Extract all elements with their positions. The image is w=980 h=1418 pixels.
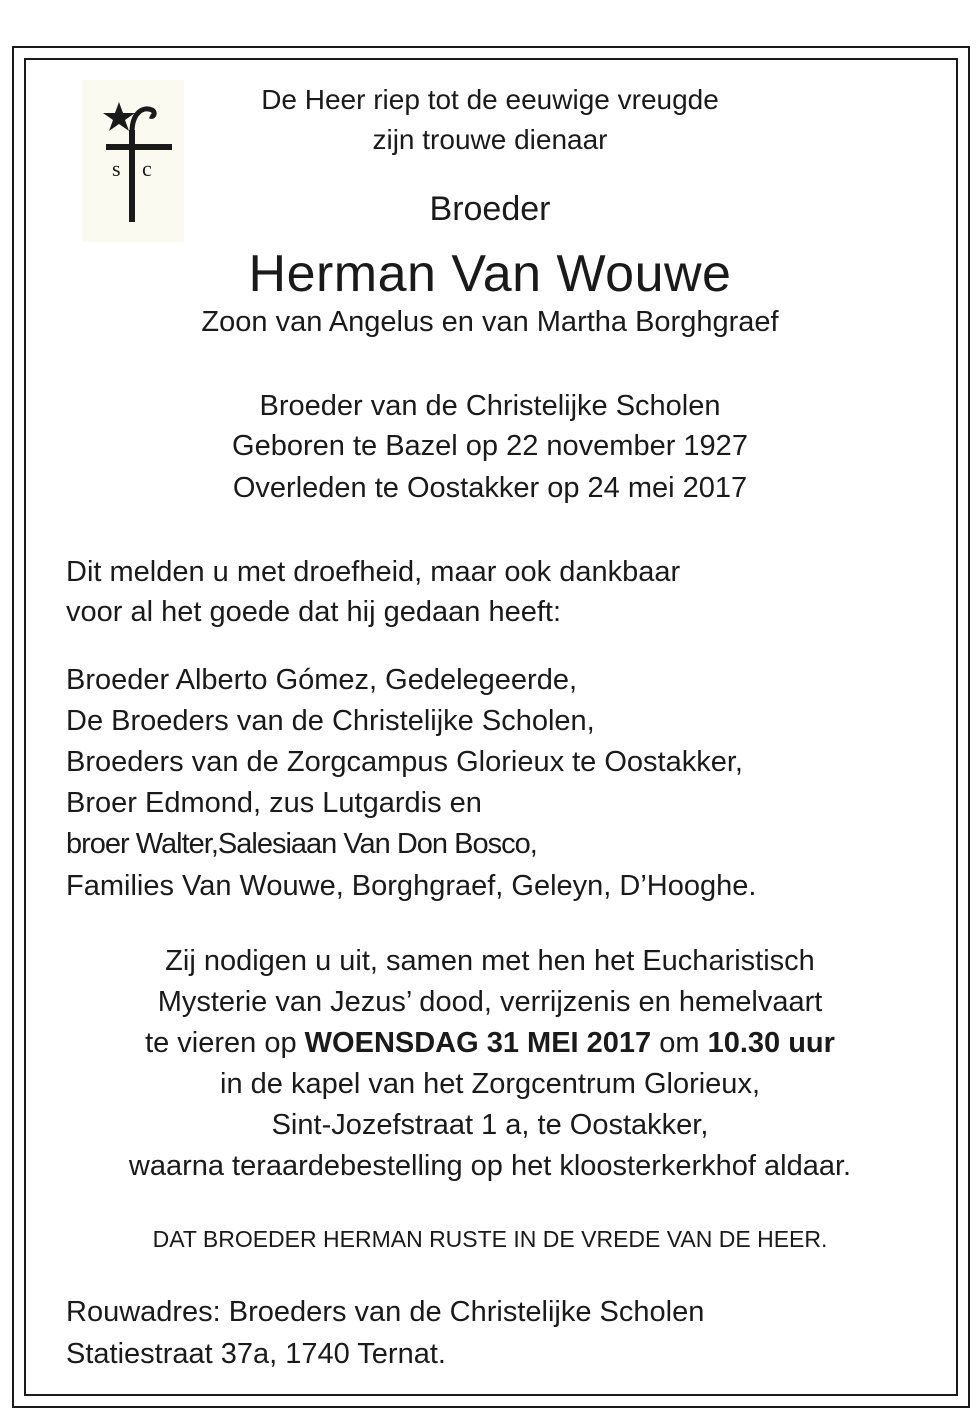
service-date: WOENSDAG 31 MEI 2017 [304, 1027, 652, 1059]
invitation-pre: te vieren op [145, 1027, 305, 1059]
fact-line: Geboren te Bazel op 22 november 1927 [232, 430, 748, 462]
parents: Zoon van Angelus en van Martha Borghgraef [201, 306, 779, 338]
announce-line: voor al het goede dat hij gedaan heeft: [66, 596, 561, 628]
service-time: 10.30 uur [707, 1027, 835, 1059]
family-line: Broer Edmond, zus Lutgardis en [66, 787, 482, 819]
svg-text:s: s [112, 156, 121, 181]
family-line: broer Walter,Salesiaan Van Don Bosco, [66, 828, 537, 860]
family-line: Broeder Alberto Gómez, Gedelegeerde, [66, 664, 578, 696]
closing-prayer: DAT BROEDER HERMAN RUSTE IN DE VREDE VAN DE HEER. [152, 1226, 828, 1252]
family-line: Families Van Wouwe, Borghgraef, Geleyn, D’Hooghe. [66, 870, 757, 902]
invitation-line-5: Sint-Jozefstraat 1 a, te Oostakker, [271, 1109, 709, 1141]
svg-text:c: c [142, 156, 152, 181]
family-line: Broeders van de Zorgcampus Glorieux te Oostakker, [66, 746, 743, 778]
invitation-mid: om [651, 1027, 708, 1059]
invitation-line-6: waarna teraardebestelling op het kloosterkerkhof aldaar. [128, 1150, 852, 1182]
intro-line-1: De Heer riep tot de eeuwige vreugde [261, 84, 719, 115]
announce-line: Dit melden u met droefheid, maar ook dankbaar [66, 556, 681, 588]
invitation-line-3 [0, 1027, 980, 1060]
address-line-1: Rouwadres: Broeders van de Christelijke Scholen [66, 1296, 705, 1328]
invitation-line-4: in de kapel van het Zorgcentrum Glorieux, [220, 1068, 760, 1100]
invitation-line-2: Mysterie van Jezus’ dood, verrijzenis en hemelvaart [157, 986, 823, 1018]
deceased-name: Herman Van Wouwe [248, 245, 732, 303]
fact-line: Broeder van de Christelijke Scholen [259, 390, 721, 422]
title-prefix: Broeder [429, 190, 551, 228]
fact-line: Overleden te Oostakker op 24 mei 2017 [232, 472, 748, 504]
address-line-2: Statiestraat 37a, 1740 Ternat. [66, 1338, 446, 1370]
invitation-line-1: Zij nodigen u uit, samen met hen het Eucharistisch [165, 945, 815, 977]
family-line: De Broeders van de Christelijke Scholen, [66, 705, 595, 737]
intro-line-2: zijn trouwe dienaar [372, 124, 608, 155]
